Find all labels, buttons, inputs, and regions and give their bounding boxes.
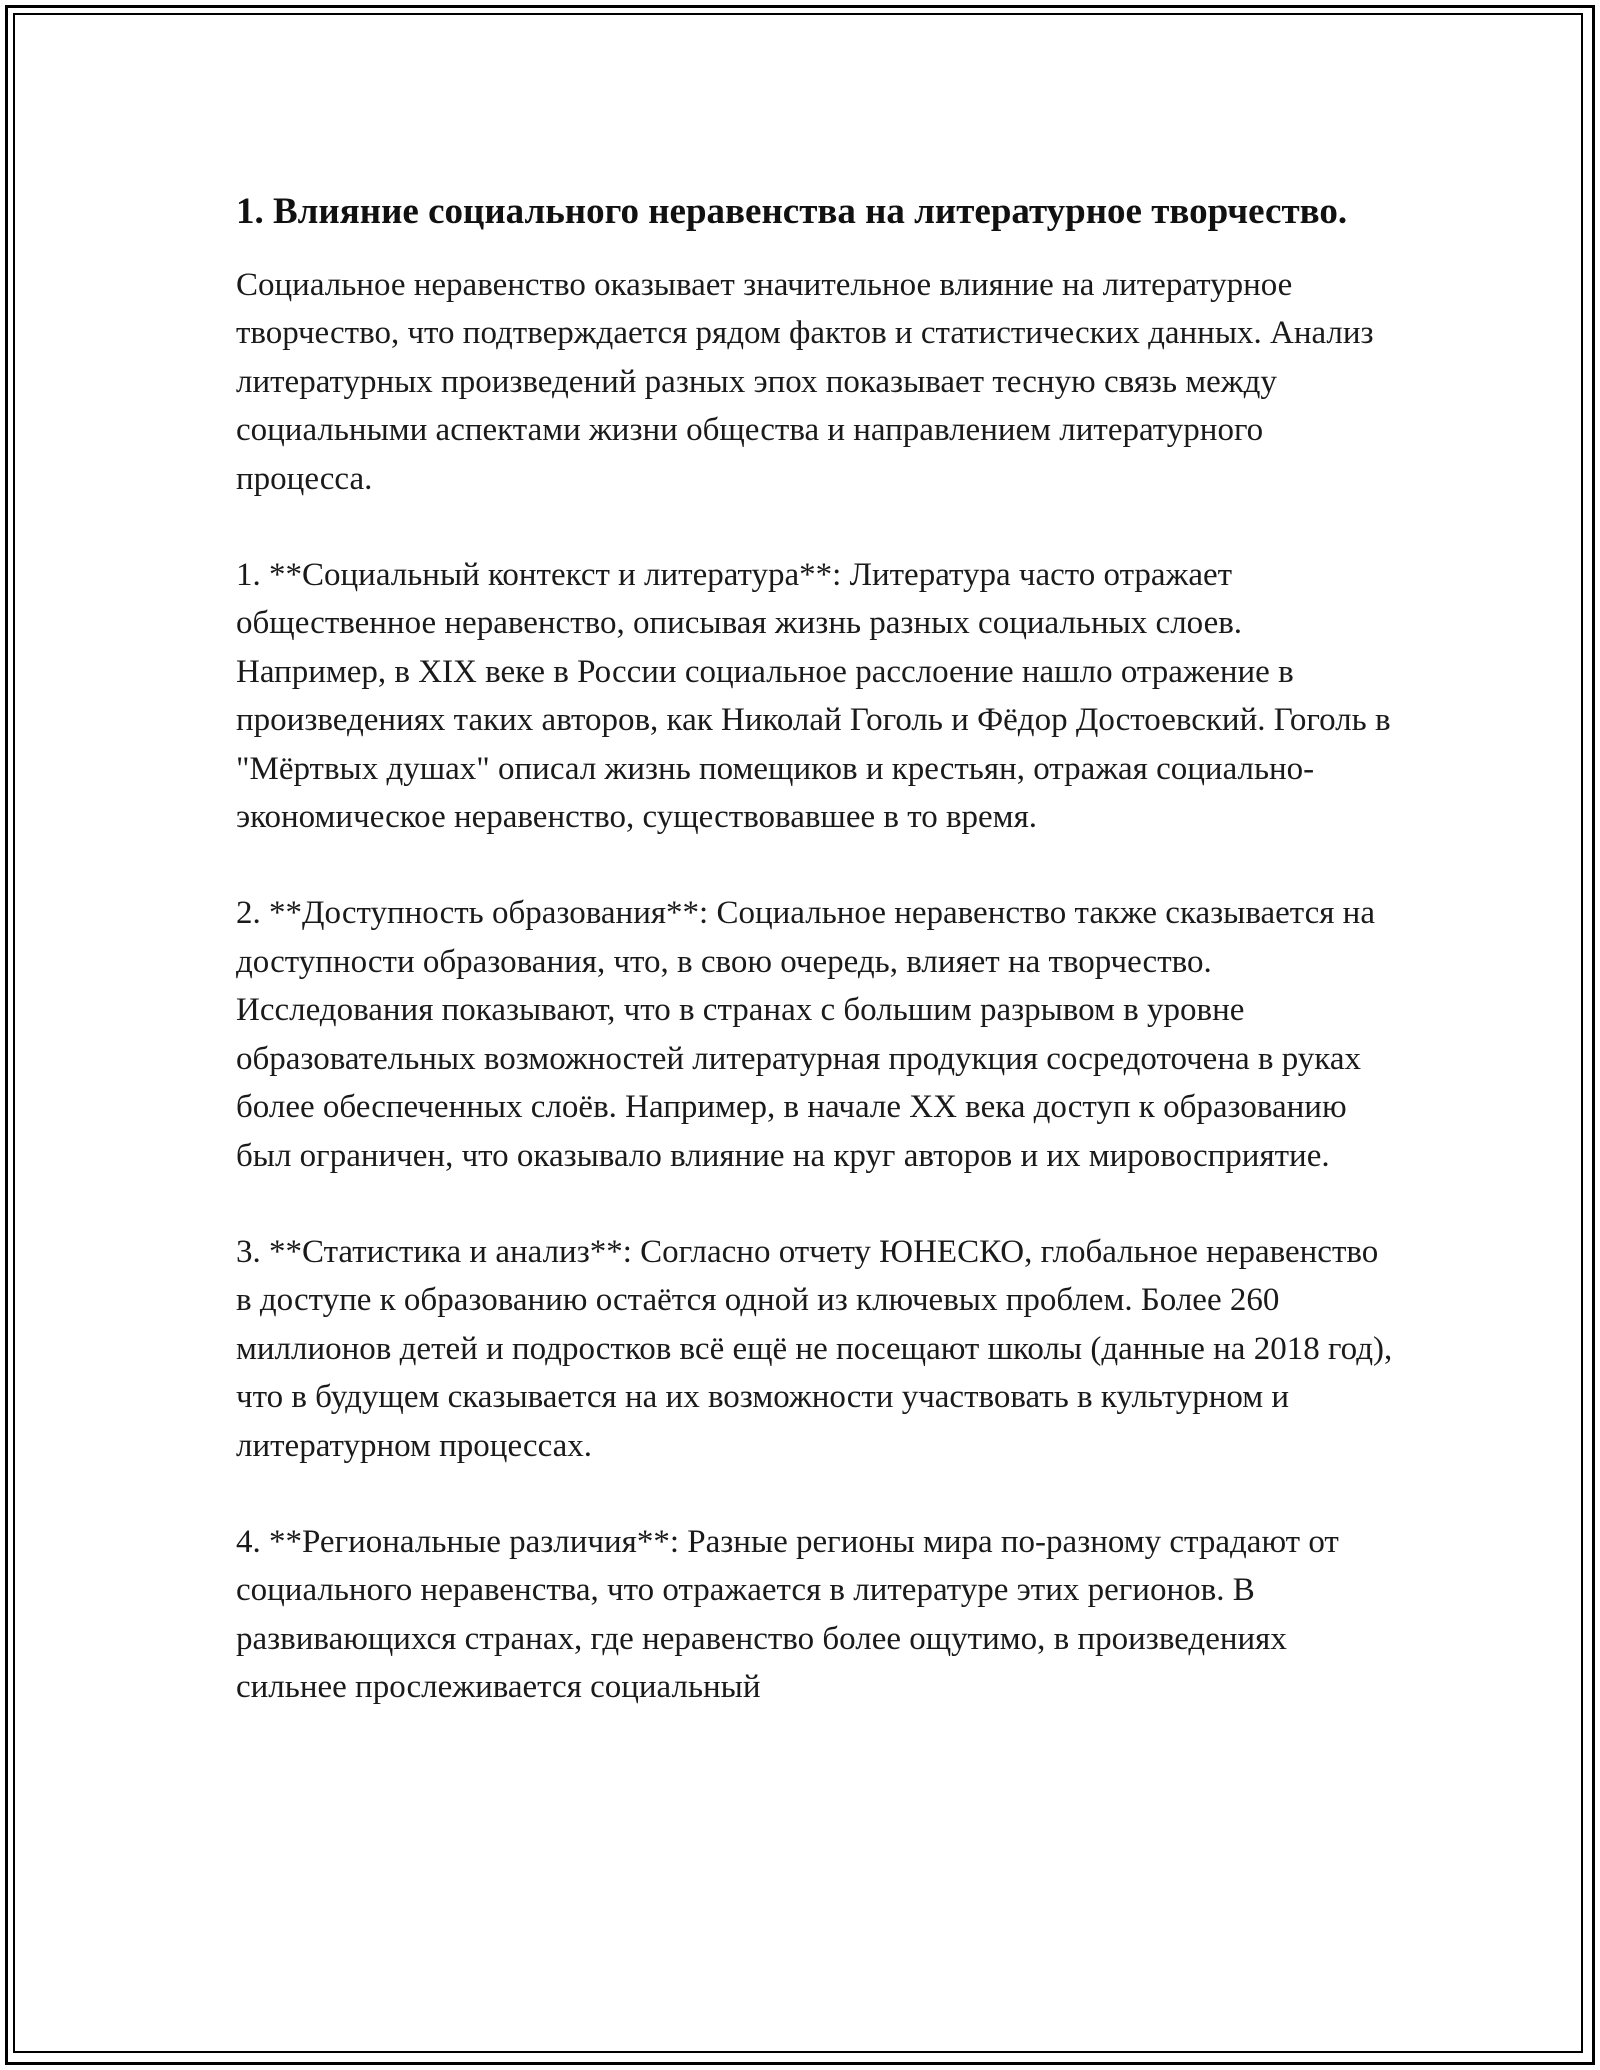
section-heading: 1. Влияние социального неравенства на литературное творчество. [236, 191, 1348, 232]
paragraph-social-context: 1. **Социальный контекст и литература**: Литература часто отражает общественное неравенство, описывая жизнь разных социальных слоев. Например, в XIX веке в России социальное расслоение нашло отражение в произведениях таких авторов, как Николай Гоголь и Фёдор Достоевский. Гоголь в "Мёртвых душах" описал жизнь помещиков и крестьян, отражая социально-экономическое неравенство, существовавшее в то время. [236, 557, 1391, 836]
intro-paragraph: Социальное неравенство оказывает значительное влияние на литературное творчество, что подтверждается рядом фактов и статистических данных. Анализ литературных произведений разных эпох показывает тесную связь между социальными аспектами жизни общества и направлением литературного процесса. [236, 267, 1374, 497]
document-body [236, 186, 1396, 1712]
paragraph-regional-differences: 4. **Региональные различия**: Разные регионы мира по-разному страдают от социального неравенства, что отражается в литературе этих регионов. В развивающихся странах, где неравенство более ощутимо, в произведениях сильнее прослеживается социальный [236, 1523, 1339, 1706]
paragraph-statistics: 3. **Статистика и анализ**: Согласно отчету ЮНЕСКО, глобальное неравенство в доступе к образованию остаётся одной из ключевых проблем. Более 260 миллионов детей и подростков всё ещё не посещают школы (данные на 2018 год), что в будущем сказывается на их возможности участвовать в культурном и литературном процессах. [236, 1233, 1393, 1464]
paragraph-education-access: 2. **Доступность образования**: Социальное неравенство также сказывается на доступности образования, что, в свою очередь, влияет на творчество. Исследования показывают, что в странах с большим разрывом в уровне образовательных возможностей литературная продукция сосредоточена в руках более обеспеченных слоёв. Например, в начале XX века доступ к образованию был ограничен, что оказывало влияние на круг авторов и их мировосприятие. [236, 895, 1375, 1174]
